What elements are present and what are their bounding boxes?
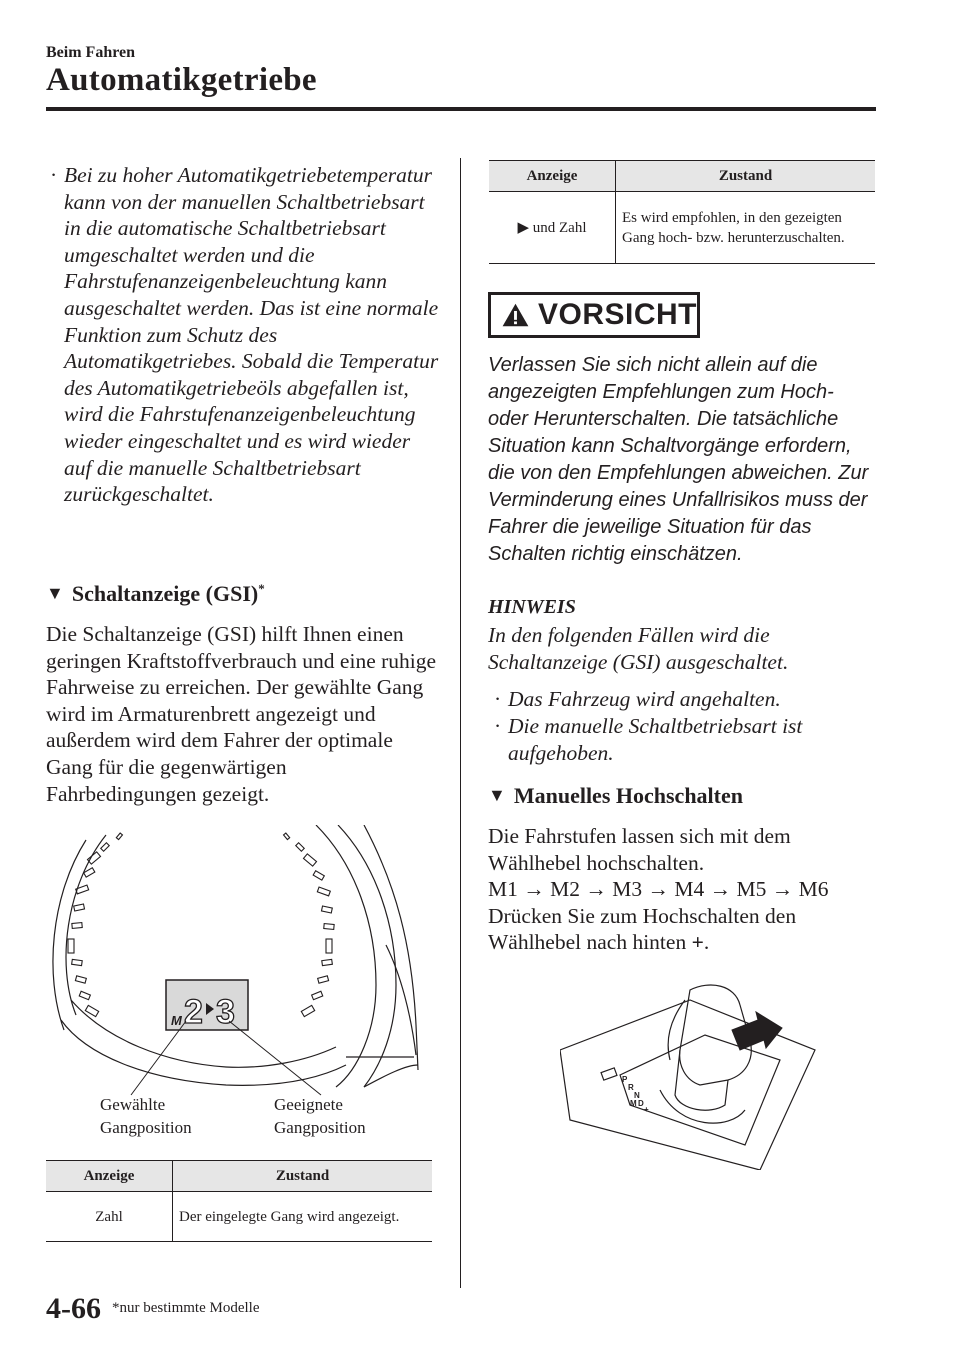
footnote-marker: * — [258, 581, 265, 596]
plus-icon: + — [691, 930, 704, 955]
footnote: *nur bestimmte Modelle — [112, 1300, 260, 1316]
display-table-left — [46, 1160, 432, 1242]
manual-text-end: . — [703, 930, 710, 955]
shifter-figure — [560, 980, 820, 1170]
page-number: 4-66 — [46, 1292, 101, 1325]
shift-direction-arrow-icon — [732, 1012, 782, 1050]
shifter-label-plus: + — [644, 1105, 649, 1114]
table-header-row — [489, 161, 875, 192]
label-selected-gear — [100, 1093, 192, 1139]
manual-paragraph — [488, 823, 878, 956]
gsi-paragraph: Die Schaltanzeige (GSI) hilft Ihnen einen geringen Kraftstoffverbrauch und eine ruhige Fahrweise zu erreichen. Der gewählte Gang wird im Armaturenbrett angezeigt und außerdem wird dem Fahrer der optimale Gang für die gegenwärtigen Fahrbedingungen gezeigt. — [46, 622, 437, 806]
column-divider — [460, 158, 461, 1288]
manual-text-2 — [488, 903, 878, 956]
manual-sequence: M1 → M2 → M3 → M4 → M5 → M6 — [488, 877, 829, 902]
shifter-label-r: R — [628, 1083, 634, 1092]
gsi-heading-text: Schaltanzeige (GSI) — [71, 581, 259, 606]
shifter-label-d: D — [638, 1099, 644, 1108]
display-mode-letter: M — [171, 1013, 182, 1028]
manual-text-2-body: Drücken Sie zum Hochschalten den Wählhebel nach hinten — [488, 903, 797, 955]
warning-box — [488, 292, 700, 338]
triangle-marker-icon: ▼ — [46, 583, 64, 603]
bullet-text: Bei zu hoher Automatikgetriebetemperatur kann von der manuellen Schaltbetriebsart in die automatische Schaltbetriebsart umgeschaltet werden und die Fahrstufenanzeigenbeleuchtung kann ausgeschaltet werden. Das ist eine normale Funktion zum Schutz des Automatikgetriebes. Sobald die Temperatur des Automatikgetriebeöls abgefallen ist, wird die Fahrstufenanzeigenbeleuchtung wieder eingeschaltet und es wird wieder auf die manuelle Schaltbetriebsart zurückgeschaltet. — [64, 163, 439, 507]
manual-heading-text: Manuelles Hochschalten — [513, 783, 743, 808]
table-header-zustand: Zustand — [616, 161, 876, 192]
table-header-anzeige: Anzeige — [489, 161, 616, 192]
note-bullet-2-text: Die manuelle Schaltbetriebsart ist aufgehoben. — [508, 714, 803, 765]
label-selected-line2: Gangposition — [100, 1118, 192, 1137]
bullet-dot: · — [494, 714, 502, 738]
shifter-label-m: M — [630, 1099, 637, 1108]
label-selected-line1: Gewählte — [100, 1095, 166, 1114]
note-bullet-2 — [494, 713, 878, 766]
shifter-illustration — [560, 980, 820, 1170]
bullet-dot: · — [494, 687, 502, 711]
page-title: Automatikgetriebe — [46, 62, 317, 98]
table-cell-anzeige — [489, 192, 616, 264]
shifter-label-n: N — [634, 1091, 640, 1100]
table-cell-anzeige-text: und Zahl — [532, 219, 587, 236]
bullet-dot: · — [50, 163, 58, 187]
table-header-row — [46, 1161, 432, 1192]
right-arrow-icon: ▶ — [517, 219, 530, 236]
manual-upshift-heading — [488, 783, 743, 809]
display-table-right — [489, 160, 875, 264]
section-label: Beim Fahren — [46, 44, 136, 61]
warning-label: VORSICHT — [537, 298, 697, 331]
shifter-label-p: P — [622, 1075, 628, 1084]
note-bullet-1-text: Das Fahrzeug wird angehalten. — [508, 687, 781, 711]
label-suggested-line2: Gangposition — [274, 1118, 366, 1137]
bullet-item — [50, 162, 442, 508]
note-text: In den folgenden Fällen wird die Schaltanzeige (GSI) ausgeschaltet. — [488, 623, 789, 674]
note-title: HINWEIS — [488, 596, 576, 618]
label-suggested-line1: Geeignete — [274, 1095, 343, 1114]
triangle-marker-icon: ▼ — [488, 785, 506, 805]
table-cell-zustand: Der eingelegte Gang wird angezeigt. — [173, 1192, 433, 1242]
table-cell-anzeige: Zahl — [46, 1192, 173, 1242]
table-cell-zustand: Es wird empfohlen, in den gezeigten Gang hoch- bzw. herunterzuschalten. — [616, 192, 876, 264]
note-bullet-1 — [494, 686, 878, 713]
warning-text: Verlassen Sie sich nicht allein auf die angezeigten Empfehlungen zum Hoch- oder Herunterschalten. Die tatsächliche Situation kann Schaltvorgänge erfordern, die von den Empfehlungen abweichen. Zur Verminderung eines Unfallrisikos muss der Fahrer die jeweilige Situation für das Schalten richtig einschätzen. — [488, 354, 869, 565]
gsi-heading — [46, 581, 265, 607]
table-row — [46, 1192, 432, 1242]
header-rule — [46, 107, 876, 111]
display-suggested-gear: 3 — [216, 993, 235, 1031]
table-header-zustand: Zustand — [173, 1161, 433, 1192]
table-row — [489, 192, 875, 264]
table-header-anzeige: Anzeige — [46, 1161, 173, 1192]
display-selected-gear: 2 — [184, 993, 203, 1031]
manual-text-1: Die Fahrstufen lassen sich mit dem Wählhebel hochschalten. — [488, 824, 791, 875]
label-suggested-gear — [274, 1093, 366, 1139]
warning-triangle-icon — [501, 299, 530, 331]
